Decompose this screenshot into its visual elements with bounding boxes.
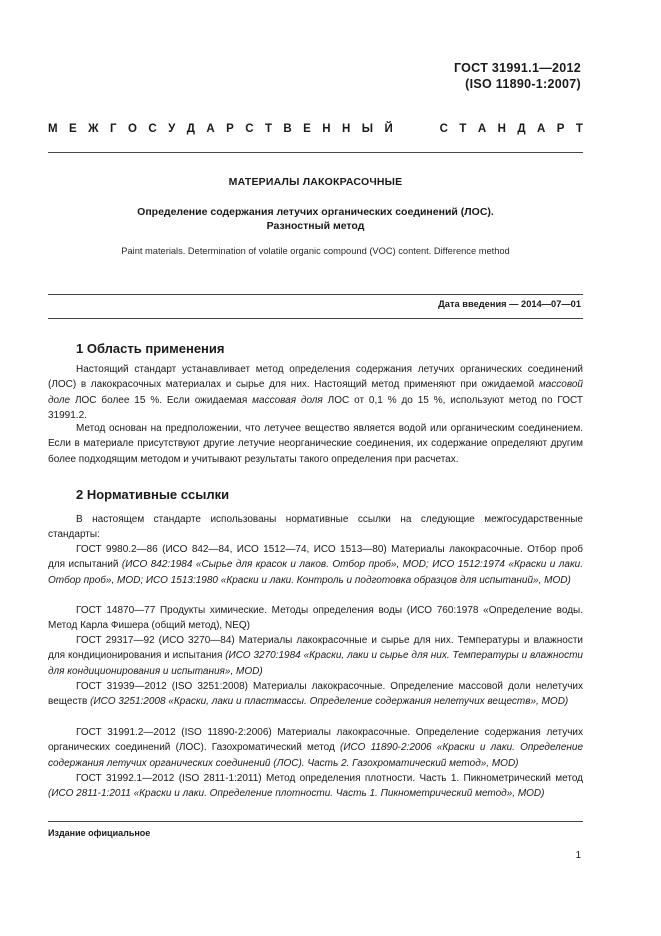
banner-letter: Р bbox=[226, 123, 234, 135]
reference-item: ГОСТ 31992.1—2012 (ISO 2811-1:2011) Метод определения плотности. Часть 1. Пикнометрический метод (ИСО 2811-1:2011 «Краски и лаки. Определение плотности. Часть 1. Пикнометрический метод», MOD) bbox=[48, 773, 583, 800]
section-heading-scope: 1 Область применения bbox=[76, 341, 225, 356]
interstate-standard-banner bbox=[48, 123, 583, 135]
references-intro: В настоящем стандарте использованы нормативные ссылки на следующие межгосударственные стандарты: bbox=[48, 514, 583, 541]
divider bbox=[48, 821, 583, 822]
divider bbox=[48, 294, 583, 295]
banner-letter: Й bbox=[384, 123, 393, 135]
scope-paragraph-1: Настоящий стандарт устанавливает метод определения содержания летучих органических соединений (ЛОС) в лакокрасочных материалах и сырье для них. Настоящий метод применяют при ожидаемой массовой доле ЛОС более 15 %. Если ожидаемая массовая доля ЛОС от 0,1 % до 15 %, используют метод по ГОСТ 31991.2. bbox=[48, 364, 584, 422]
banner-letter: М bbox=[48, 123, 58, 135]
banner-word-gap bbox=[404, 123, 428, 135]
subtitle-line-1: Определение содержания летучих органических соединений (ЛОС). bbox=[137, 206, 494, 218]
banner-letter: Н bbox=[342, 123, 351, 135]
reference-item: ГОСТ 14870—77 Продукты химические. Методы определения воды (ИСО 760:1978 «Определение воды. Метод Карла Фишера (общий метод), NEQ) bbox=[48, 605, 583, 632]
banner-letter: Н bbox=[497, 123, 506, 135]
document-subtitle bbox=[48, 205, 583, 233]
banner-letter: С bbox=[148, 123, 157, 135]
banner-letter: Т bbox=[575, 123, 583, 135]
english-title: Paint materials. Determination of volatile organic compound (VOC) content. Difference method bbox=[121, 246, 510, 256]
banner-letter: А bbox=[477, 123, 487, 135]
official-edition-note: Издание официальное bbox=[48, 828, 151, 838]
reference-item: ГОСТ 31939—2012 (ISO 3251:2008) Материалы лакокрасочные. Определение массовой доли нелетучих веществ (ИСО 3251:2008 «Краски, лаки и пластмассы. Определение содержания нелетучих веществ», MOD) bbox=[48, 681, 583, 708]
banner-letter: Е bbox=[303, 123, 311, 135]
banner-letter: С bbox=[245, 123, 254, 135]
banner-letter: А bbox=[536, 123, 546, 135]
banner-letter: В bbox=[283, 123, 292, 135]
banner-letter: С bbox=[439, 123, 448, 135]
page-number: 1 bbox=[575, 850, 581, 861]
divider bbox=[48, 318, 583, 319]
banner-letter: Р bbox=[556, 123, 565, 135]
section-heading-references: 2 Нормативные ссылки bbox=[76, 487, 230, 502]
reference-item: ГОСТ 29317—92 (ИСО 3270—84) Материалы лакокрасочные и сырье для них. Температуры и влажности для кондиционирования и испытания (ИСО 3270:1984 «Краски, лаки и сырье для них. Температуры и влажности для кондиционирования и испытания», MOD) bbox=[48, 635, 583, 677]
standard-code-gost: ГОСТ 31991.1—2012 bbox=[453, 61, 581, 75]
document-title: МАТЕРИАЛЫ ЛАКОКРАСОЧНЫЕ bbox=[228, 176, 403, 188]
banner-letter: О bbox=[127, 123, 137, 135]
banner-letter: Т bbox=[264, 123, 272, 135]
banner-letter: А bbox=[206, 123, 215, 135]
scope-paragraph-2: Метод основан на предположении, что летучее вещество является водой или органическим соединением. Если в материале присутствуют другие летучие неорганические соединения, их содержание определяют другим более подходящим методом и учитывают результаты такого определения при расчетах. bbox=[48, 423, 583, 465]
banner-letter: Д bbox=[186, 123, 195, 135]
banner-letter: Д bbox=[517, 123, 526, 135]
banner-letter: Н bbox=[322, 123, 331, 135]
divider bbox=[48, 152, 583, 153]
standard-code bbox=[454, 60, 581, 92]
banner-letter: У bbox=[168, 123, 176, 135]
banner-letter: Т bbox=[459, 123, 467, 135]
reference-item: ГОСТ 31991.2—2012 (ISO 11890-2:2006) Материалы лакокрасочные. Определение содержания летучих органических соединений (ЛОС). Газохроматический метод (ИСО 11890-2:2006 «Краски и лаки. Определение содержания летучих органических соединений (ЛОС). Часть 2. Газохроматический метод», MOD) bbox=[48, 727, 584, 769]
reference-item: ГОСТ 9980.2—86 (ИСО 842—84, ИСО 1512—74, ИСО 1513—80) Материалы лакокрасочные. Отбор проб для испытаний (ИСО 842:1984 «Сырье для красок и лаков. Отбор проб», MOD; ИСО 1512:1974 «Краски и лаки. Отбор проб», MOD; ИСО 1513:1980 «Краски и лаки. Контроль и подготовка образцов для испытаний», MOD) bbox=[48, 544, 584, 586]
subtitle-line-2: Разностный метод bbox=[266, 220, 365, 232]
banner-letter: Ы bbox=[361, 123, 374, 135]
introduction-date: Дата введения — 2014—07—01 bbox=[438, 299, 581, 309]
banner-letter: Г bbox=[109, 123, 117, 135]
standard-code-iso: (ISO 11890-1:2007) bbox=[465, 77, 581, 91]
banner-letter: Е bbox=[69, 123, 77, 135]
banner-letter: Ж bbox=[88, 123, 99, 135]
